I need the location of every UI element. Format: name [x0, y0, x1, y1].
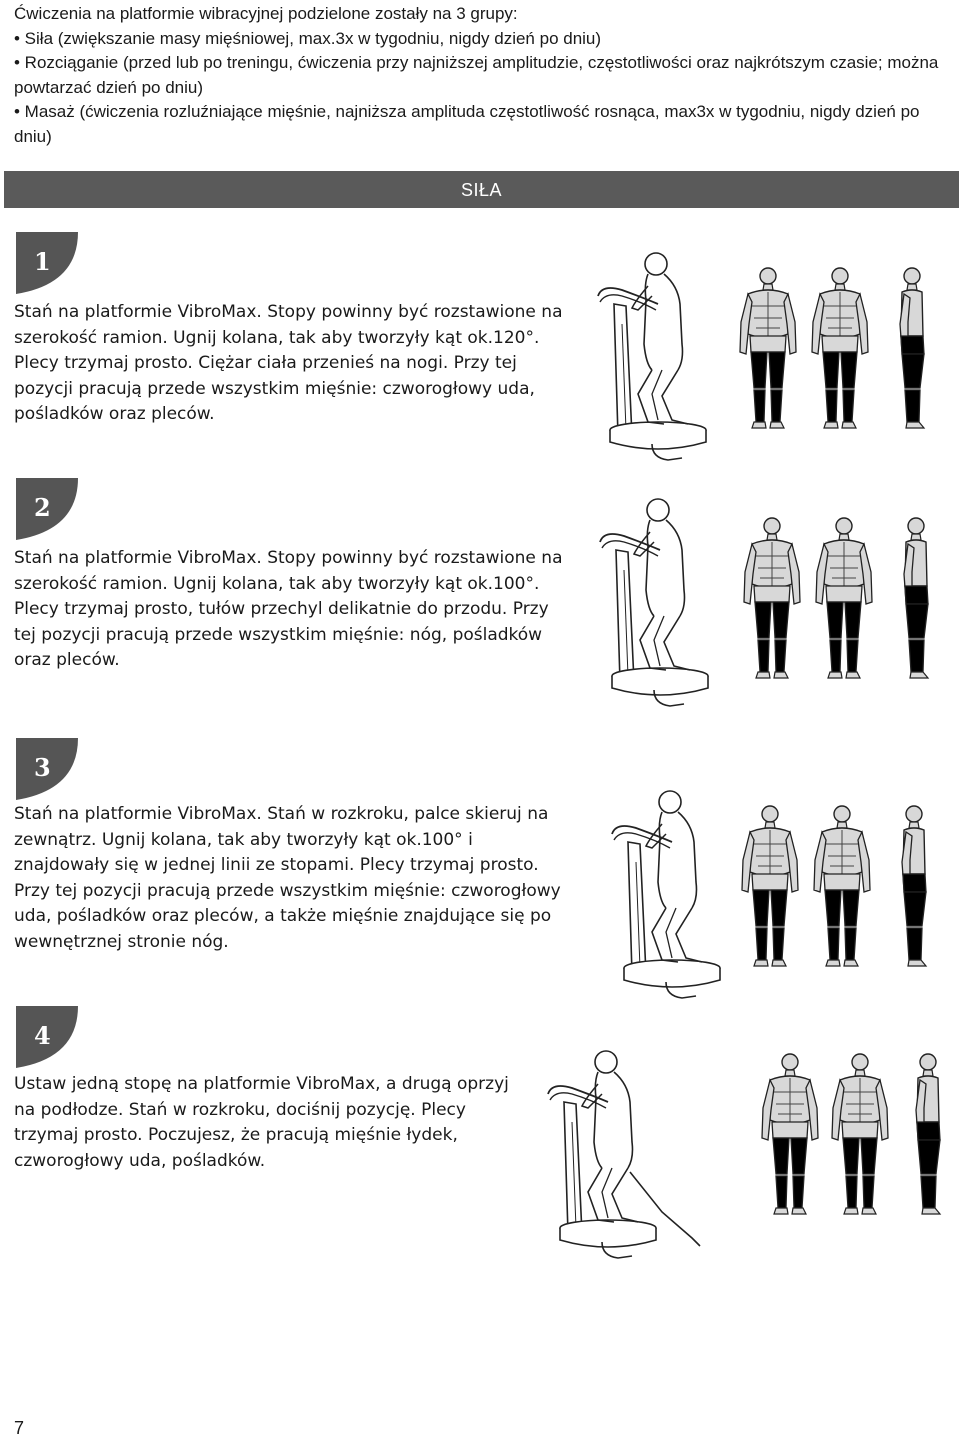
intro-text [14, 2, 949, 149]
exercise-description: Stań na platformie VibroMax. Stopy powinny być rozstawione na szerokość ramion. Ugnij kolana, tak aby tworzyły kąt ok.100°. Plecy trzymaj prosto, tułów przechyl delikatnie do przodu. Przy tej pozycji pracują przede wszystkim mięśnie: nóg, pośladków oraz pleców. [14, 548, 563, 670]
muscle-map-illustration [738, 262, 948, 437]
intro-bullet-strength: • Siła (zwiększanie masy mięśniowej, max.3x w tygodniu, nigdy dzień po dniu) [14, 28, 602, 48]
vibromax-exercise-illustration [542, 1042, 702, 1268]
muscle-map-illustration [742, 512, 952, 687]
exercise-description: Ustaw jedną stopę na platformie VibroMax, a drugą oprzyj na podłodze. Stań w rozkroku, dociśnij pozycję. Plecy trzymaj prosto. Poczujesz, że pracują mięśnie łydek, czworogłowy uda, pośladków. [14, 1074, 509, 1171]
exercise-number: 4 [34, 1021, 51, 1050]
exercise-number-badge [16, 478, 78, 540]
exercise-number: 2 [34, 493, 51, 522]
vibromax-exercise-illustration [606, 782, 736, 1008]
intro-line: Ćwiczenia na platformie wibracyjnej podzielone zostały na 3 grupy: [14, 4, 518, 23]
exercise-number: 1 [34, 247, 51, 276]
section-header-bar [4, 171, 959, 208]
intro-bullet-massage: • Masaż (ćwiczenia rozluźniające mięśnie, najniższa amplituda częstotliwość rosnąca, max3x w tygodniu, nigdy dzień po dniu) [14, 102, 920, 146]
exercise-number-badge [16, 1006, 78, 1068]
vibromax-exercise-illustration [592, 244, 722, 470]
exercise-description: Stań na platformie VibroMax. Stań w rozkroku, palce skieruj na zewnątrz. Ugnij kolana, tak aby tworzyły kąt ok.100° i znajdowały się w jednej linii ze stopami. Plecy trzymaj prosto. Przy tej pozycji pracują przede wszystkim mięśnie: czworogłowy uda, pośladków oraz pleców, a także mięśnie znajdujące się po wewnętrznej stronie nóg. [14, 804, 561, 952]
muscle-map-illustration [760, 1048, 960, 1223]
exercise-number: 3 [34, 753, 51, 782]
exercise-description: Stań na platformie VibroMax. Stopy powinny być rozstawione na szerokość ramion. Ugnij kolana, tak aby tworzyły kąt ok.120°. Plecy trzymaj prosto. Ciężar ciała przenieś na nogi. Przy tej pozycji pracują przede wszystkim mięśnie: czworogłowy uda, pośladków oraz pleców. [14, 302, 563, 424]
vibromax-exercise-illustration [594, 490, 724, 716]
exercise-number-badge [16, 738, 78, 800]
intro-bullet-stretching: • Rozciąganie (przed lub po treningu, ćwiczenia przy najniższej amplitudzie, częstotliwości oraz najkrótszym czasie; można powtarzać dzień po dniu) [14, 53, 939, 97]
muscle-map-illustration [740, 800, 950, 975]
section-title: SIŁA [460, 180, 503, 200]
exercise-number-badge [16, 232, 78, 294]
page-number: 7 [14, 1418, 25, 1438]
